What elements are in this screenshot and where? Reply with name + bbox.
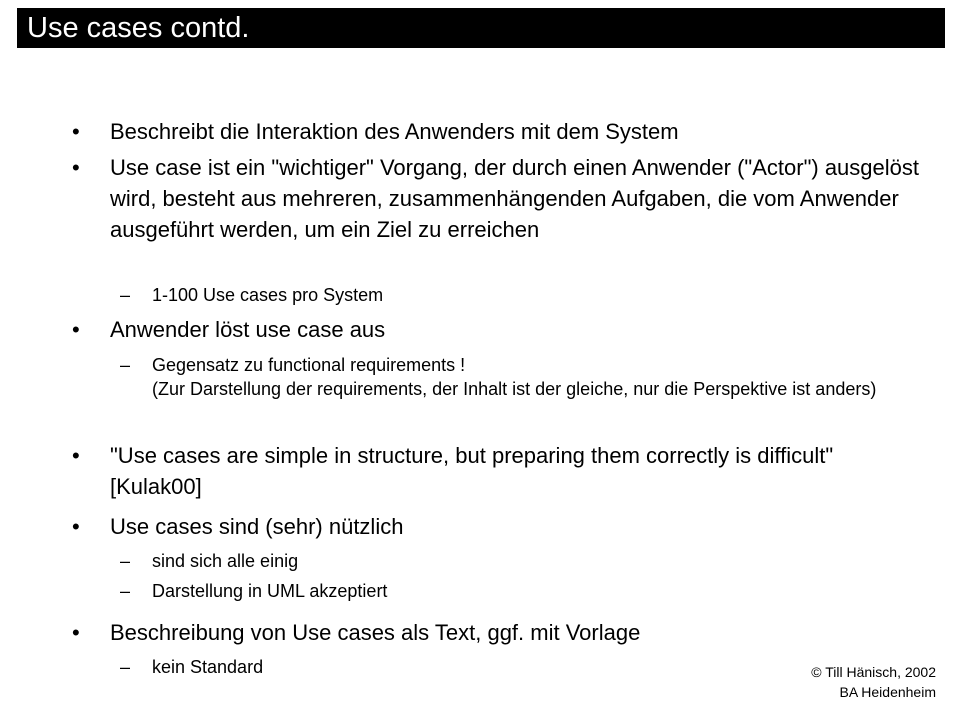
dash-icon: – [120,285,131,305]
dash-icon: – [120,657,131,677]
bullet-icon: • [72,119,80,144]
slide-footer [811,662,936,702]
sub-list-item-text: Gegensatz zu functional requirements ! (Zur Darstellung der requirements, der Inhalt ist der gleiche, nur die Perspektive ist anders) [152,355,877,399]
sub-list-item-text: kein Standard [152,657,264,677]
slide-title-bar [17,8,945,48]
copyright-text: © Till Hänisch, 2002 [811,664,936,680]
sub-list-item-text: sind sich alle einig [152,551,299,571]
list-item-text: Beschreibt die Interaktion des Anwenders mit dem System [110,119,679,144]
dash-icon: – [120,551,131,571]
sub-list-item-text: 1-100 Use cases pro System [152,285,384,305]
list-item-text: Use case ist ein "wichtiger" Vorgang, der durch einen Anwender ("Actor") ausgelöst wird, besteht aus mehreren, zusammenhängenden Aufgaben, die vom Anwender ausgeführt werden, um ein Ziel zu erreichen [110,155,926,242]
bullet-icon: • [72,514,80,539]
bullet-icon: • [72,443,80,468]
slide-title: Use cases contd. [27,12,250,44]
bullet-icon: • [72,620,80,645]
bullet-icon: • [72,155,80,180]
sub-list-item-text: Darstellung in UML akzeptiert [152,581,388,601]
dash-icon: – [120,355,131,375]
list-item-text: Anwender löst use case aus [110,317,386,342]
list-item-text: "Use cases are simple in structure, but preparing them correctly is difficult" [Kulak00] [110,443,840,499]
list-item-text: Beschreibung von Use cases als Text, ggf. mit Vorlage [110,620,641,645]
bullet-icon: • [72,317,80,342]
institution-text: BA Heidenheim [839,684,936,700]
list-item-text: Use cases sind (sehr) nützlich [110,514,404,539]
dash-icon: – [120,581,131,601]
